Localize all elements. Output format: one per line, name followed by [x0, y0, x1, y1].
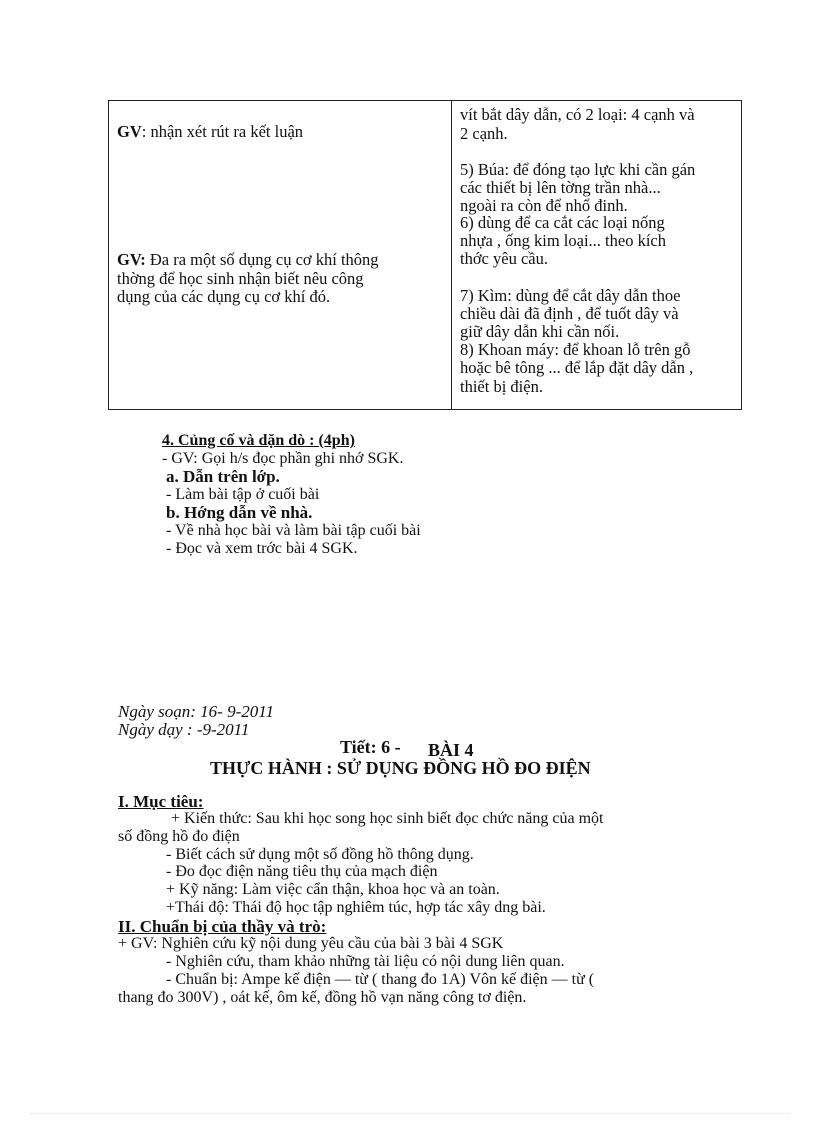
preparation-line: + GV: Nghiên cứu kỹ nội dung yêu cầu của bài 3 bài 4 SGK — [118, 935, 504, 952]
preparation-line: - Chuẩn bị: Ampe kế điện — từ ( thang đo 1A) Vôn kế điện — từ ( — [166, 971, 595, 988]
gv-tools-line-3: dụng của các dụng cụ cơ khí đó. — [117, 287, 331, 306]
content-line: chiều dài đã định , để tuốt dây và — [460, 304, 679, 323]
content-line: các thiết bị lên tờng trần nhà... — [460, 178, 661, 197]
preparation-line: thang đo 300V) , oát kế, ôm kế, đồng hồ vạn năng công tơ điện. — [118, 989, 527, 1006]
lesson-table — [108, 100, 742, 410]
objective-line: +Thái độ: Thái độ học tập nghiêm túc, hợp tác xây dng bài. — [166, 899, 546, 916]
preparation-line: - Nghiên cứu, tham khảo những tài liệu có nội dung liên quan. — [166, 953, 565, 970]
objective-line: - Biết cách sử dụng một số đồng hồ thông dụng. — [166, 846, 474, 863]
objective-line: + Kiến thức: Sau khi học song học sinh biết đọc chức năng của một — [171, 810, 604, 827]
content-line: 2 cạnh. — [460, 124, 508, 143]
section4-line: - Làm bài tập ở cuối bài — [166, 486, 320, 503]
section4-line: - Về nhà học bài và làm bài tập cuối bài — [166, 522, 421, 539]
preparation-heading: II. Chuẩn bị của thầy và trò: — [118, 917, 327, 936]
content-line: ngoài ra còn để nhổ đinh. — [460, 196, 628, 215]
objectives-heading: I. Mục tiêu: — [118, 792, 204, 811]
page-bottom-divider — [30, 1113, 790, 1114]
content-line: vít bắt dây dẫn, có 2 loại: 4 cạnh và — [460, 105, 695, 124]
date-prepared: Ngày soạn: 16- 9-2011 — [118, 702, 274, 721]
content-line: giữ dây dẫn khi cần nối. — [460, 322, 620, 341]
content-line: 7) Kìm: dùng để cắt dây dẫn thoe — [460, 286, 681, 305]
lesson-title: THỰC HÀNH : SỬ DỤNG ĐỒNG HỒ ĐO ĐIỆN — [210, 758, 591, 778]
teacher-activity-cell — [109, 101, 452, 410]
content-line: 5) Búa: để đóng tạo lực khi cần gán — [460, 160, 696, 179]
date-taught: Ngày dạy : -9-2011 — [118, 720, 250, 739]
content-line: thiết bị điện. — [460, 377, 543, 396]
subheading-a: a. Dẫn trên lớp. — [166, 467, 280, 486]
content-line: hoặc bê tông ... để lắp đặt dây dẫn , — [460, 358, 694, 377]
content-line: 8) Khoan máy: để khoan lỗ trên gỗ — [460, 340, 691, 359]
lesson-number: BÀI 4 — [428, 740, 474, 760]
gv-tools-line-1: GV: Đa ra một số dụng cụ cơ khí thông — [117, 250, 379, 269]
lesson-period: Tiết: 6 - — [340, 737, 401, 757]
content-line: thớc yêu cầu. — [460, 249, 548, 268]
section4-line: - GV: Gọi h/s đọc phần ghi nhớ SGK. — [162, 450, 404, 467]
content-line: 6) dùng để ca cắt các loại nống — [460, 213, 665, 232]
content-cell — [452, 101, 742, 410]
objective-line: số đồng hồ đo điện — [118, 828, 240, 845]
section4-line: - Đọc và xem trớc bài 4 SGK. — [166, 540, 358, 557]
gv-conclusion: GV: nhận xét rút ra kết luận — [117, 122, 304, 141]
objective-line: + Kỹ năng: Làm việc cẩn thận, khoa học và an toàn. — [166, 881, 500, 898]
section4-heading: 4. Củng cố và dặn dò : (4ph) — [162, 432, 355, 449]
objective-line: - Đo đọc điện năng tiêu thụ của mạch điện — [166, 863, 438, 880]
subheading-b: b. Hớng dẫn về nhà. — [166, 503, 313, 522]
gv-tools-line-2: thờng để học sinh nhận biết nêu công — [117, 269, 364, 288]
content-line: nhựa , ống kim loại... theo kích — [460, 231, 666, 250]
